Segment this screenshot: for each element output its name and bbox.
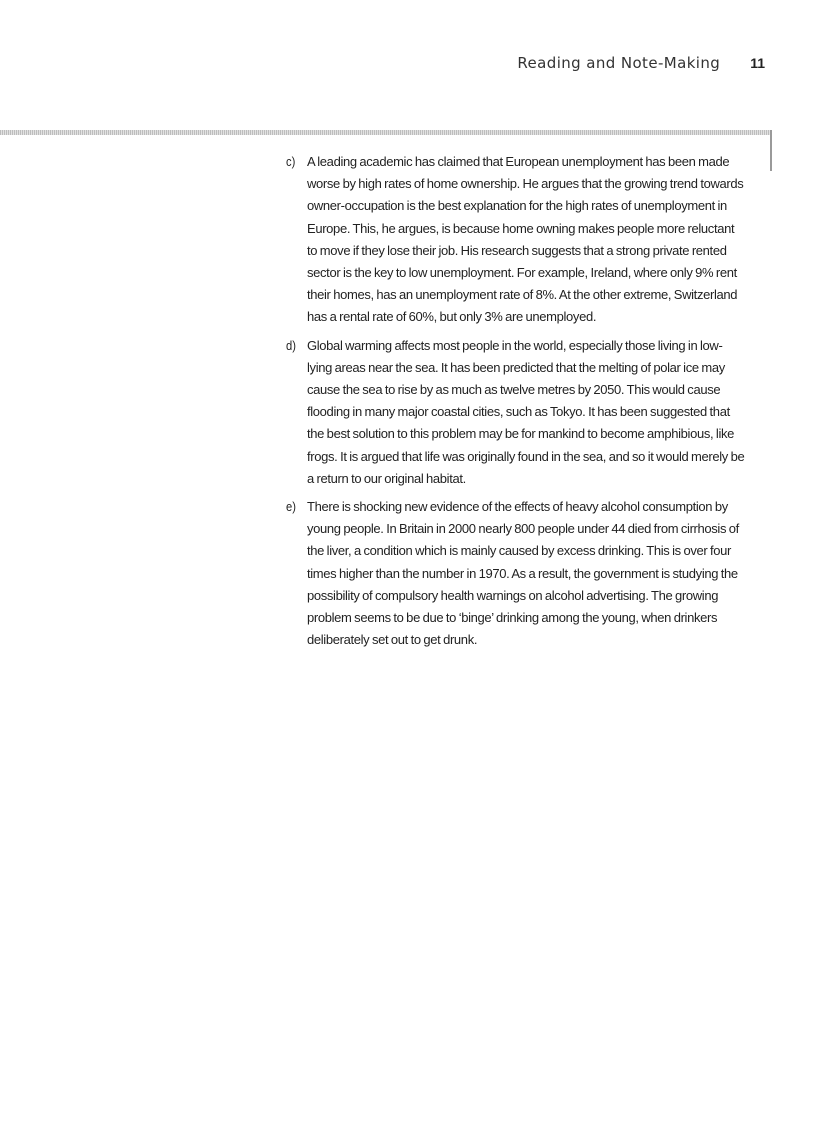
exercise-items-list xyxy=(286,151,746,657)
item-text: A leading academic has claimed that European unemployment has been made worse by high rates of home ownership. He argues that the growing trend towards owner-occupation is the best explanation for the high rates of unemployment in Europe. This, he argues, is because home owning makes people more reluctant to move if they lose their job. His research suggests that a strong private rented sector is the key to low unemployment. For example, Ireland, where only 9% rent their homes, has an unemployment rate of 8%. At the other extreme, Switzerland has a rental rate of 60%, but only 3% are unemployed. xyxy=(307,154,744,325)
header-rule xyxy=(0,130,772,135)
item-marker: e) xyxy=(286,499,296,515)
header-rule-end-tick xyxy=(770,130,772,171)
page-number: 11 xyxy=(750,55,765,71)
section-title: Reading and Note-Making xyxy=(517,54,721,72)
item-marker: c) xyxy=(286,154,296,169)
running-header xyxy=(517,54,765,72)
exercise-item-e xyxy=(286,496,746,651)
item-text: There is shocking new evidence of the effects of heavy alcohol consumption by young people. In Britain in 2000 nearly 800 people under 44 died from cirrhosis of the liver, a condition which is mainly caused by excess drinking. This is over four times higher than the number in 1970. As a result, the government is studying the possibility of compulsory health warnings on alcohol advertising. The growing problem seems to be due to ‘binge’ drinking among the young, when drinkers deliberately set out to get drunk. xyxy=(307,499,739,648)
exercise-item-c xyxy=(286,151,746,329)
exercise-item-d xyxy=(286,335,746,490)
item-text: Global warming affects most people in the world, especially those living in low-lying areas near the sea. It has been predicted that the melting of polar ice may cause the sea to rise by as much as twelve metres by 2050. This would cause flooding in many major coastal cities, such as Tokyo. It has been suggested that the best solution to this problem may be for mankind to become amphibious, like frogs. It is argued that life was originally found in the sea, and so it would merely be a return to our original habitat. xyxy=(307,337,745,486)
item-marker: d) xyxy=(286,337,296,353)
